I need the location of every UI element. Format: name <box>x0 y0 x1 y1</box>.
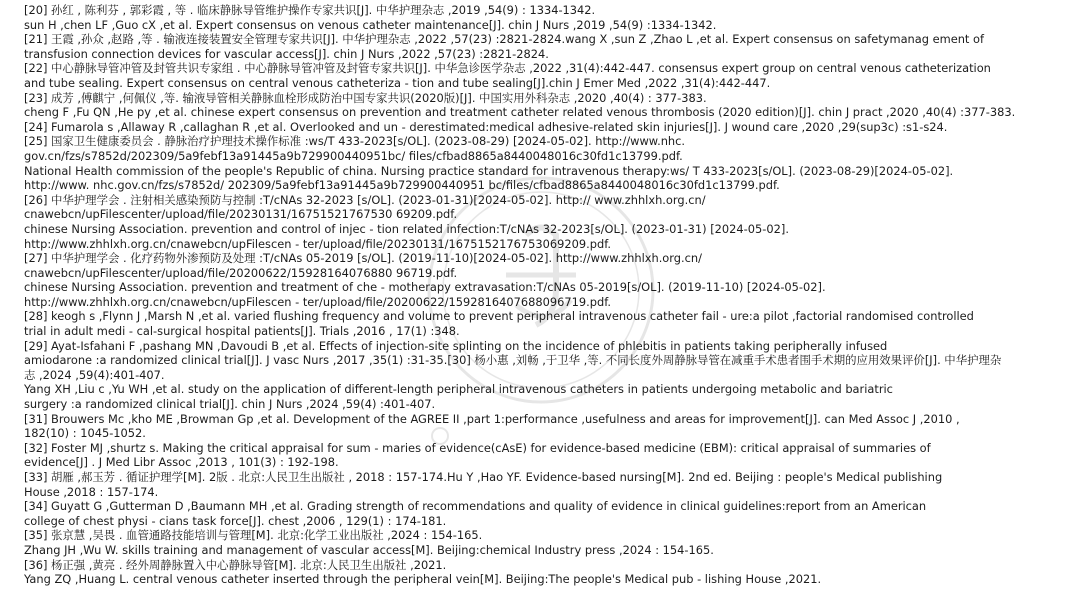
reference-line: chinese Nursing Association. prevention and treatment of che - motherapy extravasation:T/cNAs 05-2019[s/OL]. (2019-11-10) [2024-05-02]. <box>24 280 826 295</box>
reference-line: college of chest physi - cians task force[J]. chest ,2006 , 129(1) : 174-181. <box>24 513 447 528</box>
reference-line: sun H ,chen LF ,Guo cX ,et al. Expert consensus on venous catheter maintenance[J]. chin J Nurs ,2019 ,54(9) :1334-1342. <box>24 17 717 32</box>
reference-line: cheng F ,Fu QN ,He py ,et al. chinese expert consensus on prevention and treatment catheter related venous thrombosis (2020 edition)[J]. chin J pract ,2020 ,40(4) :377-383. <box>24 105 1016 120</box>
reference-line: [23] 成芳 ,傅麒宁 ,何佩仪 ,等. 输液导管相关静脉血栓形成防治中国专家共识(2020版)[J]. 中国实用外科杂志 ,2020 ,40(4) : 377-383. <box>24 90 707 105</box>
reference-line: cnawebcn/upFilescenter/upload/file/20230131/16751521767530 69209.pdf. <box>24 207 458 222</box>
reference-line: [28] keogh s ,Flynn J ,Marsh N ,et al. varied flushing frequency and volume to prevent peripheral intravenous catheter fail - ure:a pilot ,factorial randomised controlled <box>24 309 974 324</box>
reference-line: [21] 王霞 ,孙众 ,赵路 ,等 . 输液连接装置安全管理专家共识[J]. 中华护理杂志 ,2022 ,57(23) :2821-2824.wang X ,sun Z ,Zhao L ,et al. Expert consensus on safetymanag ement of <box>24 32 984 47</box>
reference-line: 志 ,2024 ,59(4):401-407. <box>24 367 165 382</box>
reference-line: [26] 中华护理学会 . 注射相关感染预防与控制 :T/cNAs 32-2023 [s/OL]. (2023-01-31)[2024-05-02]. http:// www.zhhlxh.org.cn/ <box>24 192 706 207</box>
reference-line: [24] Fumarola s ,Allaway R ,callaghan R ,et al. Overlooked and un - derestimated:medical adhesive-related skin injuries[J]. J wound care ,2020 ,29(sup3c) :s1-s24. <box>24 119 948 134</box>
reference-line: amiodarone :a randomized clinical trial[J]. J vasc Nurs ,2017 ,35(1) :31-35.[30] 杨小惠 ,刘畅 ,于卫华 ,等. 不同长度外周静脉导管在减重手术患者围手术期的应用效果评价[J]. 中华护理杂 <box>24 353 1002 368</box>
reference-line: trial in adult medi - cal-surgical hospital patients[J]. Trials ,2016 , 17(1) :348. <box>24 324 460 339</box>
reference-line: [36] 杨正强 ,黄亮 . 经外周静脉置入中心静脉导管[M]. 北京:人民卫生出版社 ,2021. <box>24 557 447 572</box>
reference-list <box>24 3 1076 587</box>
reference-line: [33] 胡雁 ,郝玉芳 . 循证护理学[M]. 2版 . 北京:人民卫生出版社 , 2018 : 157-174.Hu Y ,Hao YF. Evidence-based nursing[M]. 2nd ed. Beijing : people's Medical publishing <box>24 470 943 484</box>
reference-line: and tube sealing. Expert consensus on central venous catheteriza - tion and tube sealing[J].chin J Emer Med ,2022 ,31(4):442-447. <box>24 75 771 90</box>
reference-line: surgery :a randomized clinical trial[J]. chin J Nurs ,2024 ,59(4) :401-407. <box>24 397 436 412</box>
reference-line: [27] 中华护理学会 . 化疗药物外渗预防及处理 :T/cNAs 05-2019 [s/OL]. (2019-11-10)[2024-05-02]. http://www.zhhlxh.org.cn/ <box>24 251 702 266</box>
reference-line: evidence[J] . J Med Libr Assoc ,2013 , 101(3) : 192-198. <box>24 455 339 470</box>
reference-line: Yang XH ,Liu c ,Yu WH ,et al. study on the application of different-length peripheral intravenous catheters in patients undergoing metabolic and bariatric <box>24 382 893 397</box>
reference-line: 182(10) : 1045-1052. <box>24 426 146 441</box>
reference-line: Zhang JH ,Wu W. skills training and management of vascular access[M]. Beijing:chemical Industry press ,2024 : 154-165. <box>24 542 714 557</box>
reference-line: gov.cn/fzs/s7852d/202309/5a9febf13a91445a9b729900440951bc/ files/cfbad8865a8440048016c30fd1c13799.pdf. <box>24 148 683 163</box>
reference-line: http://www.zhhlxh.org.cn/cnawebcn/upFilescen - ter/upload/file/20230131/1675152176753069209.pdf. <box>24 236 612 251</box>
reference-line: Yang ZQ ,Huang L. central venous catheter inserted through the peripheral vein[M]. Beijing:The people's Medical pub - lishing House ,2021. <box>24 572 822 587</box>
reference-line: House ,2018 : 157-174. <box>24 484 159 499</box>
reference-line: [25] 国家卫生健康委员会 . 静脉治疗护理技术操作标准 :ws/T 433-2023[s/OL]. (2023-08-29) [2024-05-02]. http://www.nhc. <box>24 134 686 149</box>
reference-line: http://www. nhc.gov.cn/fzs/s7852d/ 202309/5a9febf13a91445a9b729900440951 bc/files/cfbad8865a8440048016c30fd1c13799.pdf. <box>24 178 780 193</box>
reference-line: [35] 张京慧 ,吴畏 . 血管通路技能培训与管理[M]. 北京:化学工业出版社 ,2024 : 154-165. <box>24 528 483 543</box>
reference-line: cnawebcn/upFilescenter/upload/file/20200622/15928164076880 96719.pdf. <box>24 265 458 280</box>
reference-line: [31] Brouwers Mc ,kho ME ,Browman Gp ,et al. Development of the AGREE II ,part 1:performance ,usefulness and areas for improvement[J]. can Med Assoc J ,2010 , <box>24 411 960 426</box>
reference-line: [29] Ayat-Isfahani F ,pashang MN ,Davoudi B ,et al. Effects of injection-site splinting on the incidence of phlebitis in patients taking peripherally infused <box>24 338 888 353</box>
reference-line: [34] Guyatt G ,Gutterman D ,Baumann MH ,et al. Grading strength of recommendations and quality of evidence in clinical guidelines:report from an American <box>24 499 927 514</box>
reference-line: [32] Foster MJ ,shurtz s. Making the critical appraisal for sum - maries of evidence(cAsE) for evidence-based medicine (EBM): critical appraisal of summaries of <box>24 440 931 455</box>
reference-line: transfusion connection devices for vascular access[J]. chin J Nurs ,2022 ,57(23) :2821-2824. <box>24 46 549 61</box>
reference-line: National Health commission of the people's Republic of china. Nursing practice standard for intravenous therapy:ws/ T 433-2023[s/OL]. (2023-08-29)[2024-05-02]. <box>24 163 954 178</box>
reference-line: [20] 孙红 , 陈利芬 , 郭彩霞 , 等 . 临床静脉导管维护操作专家共识[J]. 中华护理杂志 ,2019 ,54(9) : 1334-1342. <box>24 3 596 17</box>
reference-line: http://www.zhhlxh.org.cn/cnawebcn/upFilescen - ter/upload/file/20200622/1592816407688096719.pdf. <box>24 294 612 309</box>
reference-line: chinese Nursing Association. prevention and control of injec - tion related infection:T/cNAs 32-2023[s/OL]. (2023-01-31) [2024-05-02]. <box>24 221 789 236</box>
reference-line: [22] 中心静脉导管冲管及封管共识专家组 . 中心静脉导管冲管及封管专家共识[J]. 中华急诊医学杂志 ,2022 ,31(4):442-447. consensus expert group on central venous catheterization <box>24 61 991 76</box>
